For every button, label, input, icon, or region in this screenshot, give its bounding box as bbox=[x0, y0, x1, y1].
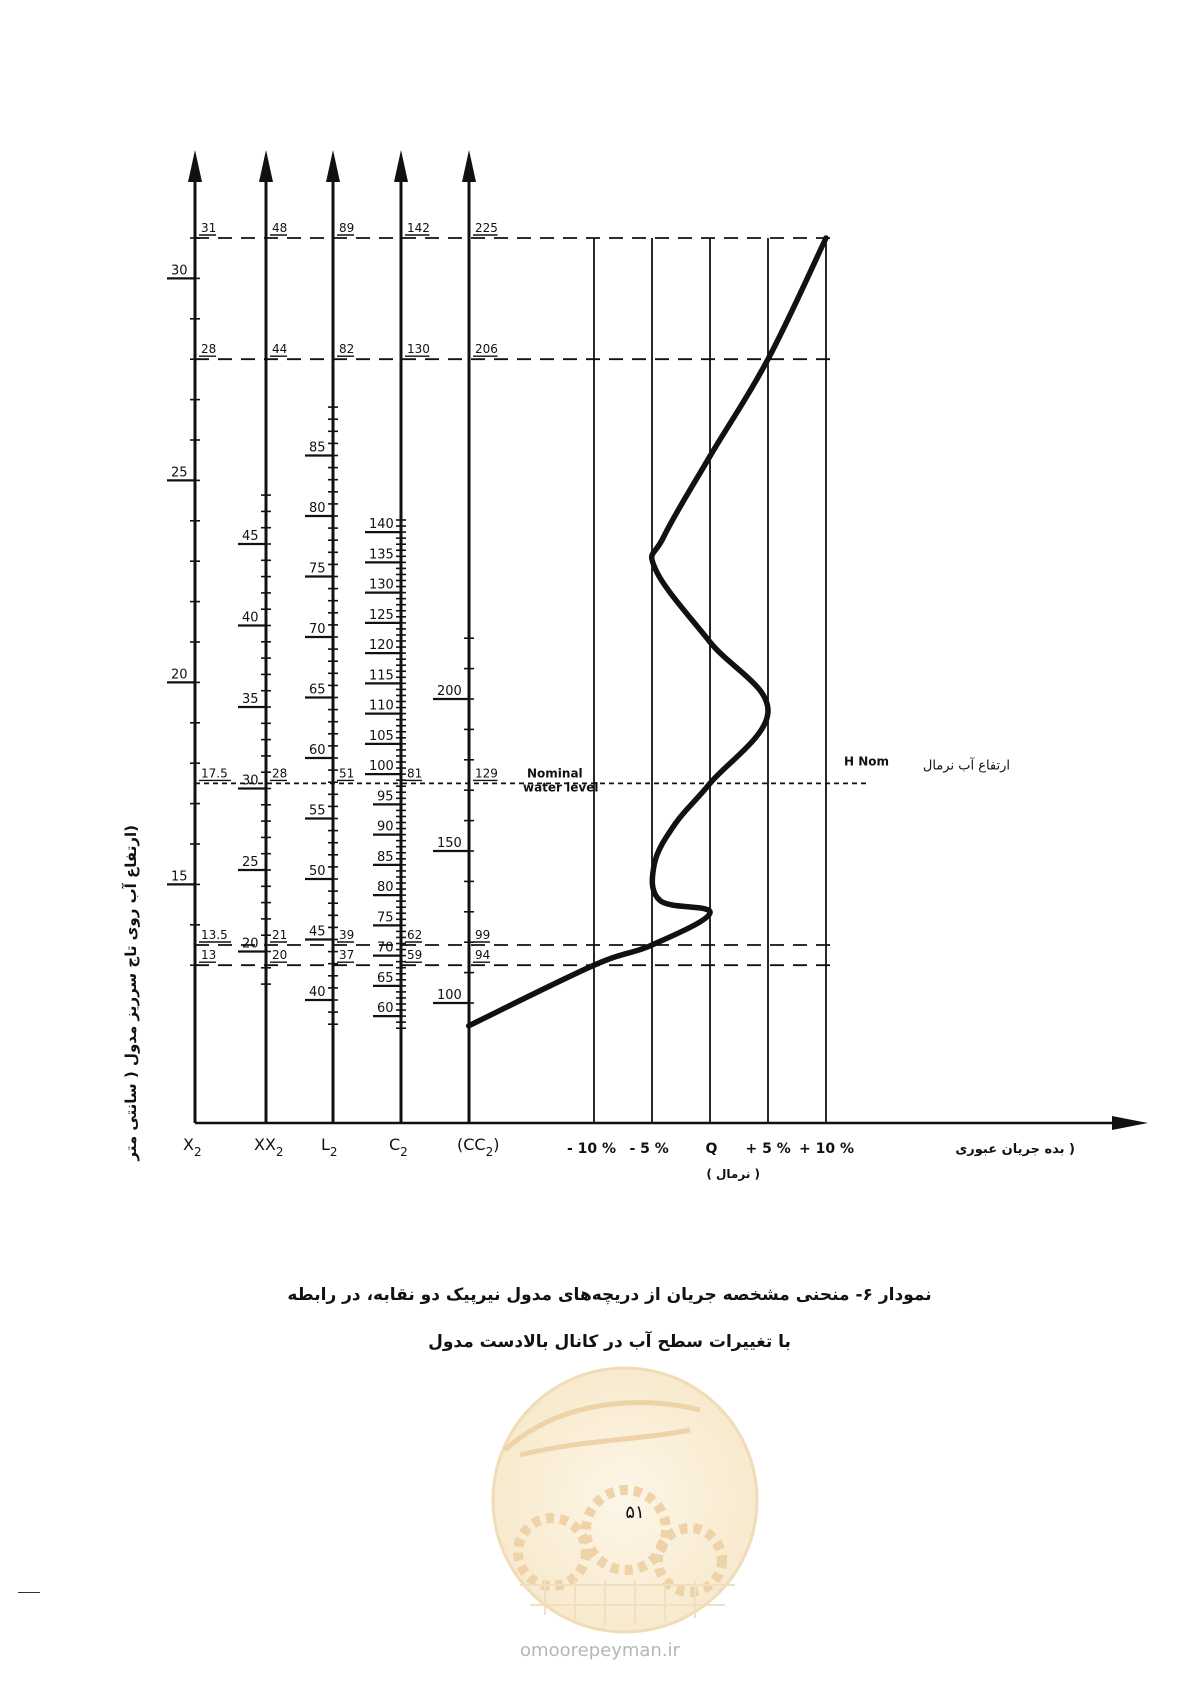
scale-tick-label: 115 bbox=[369, 668, 394, 684]
scale-name-l2: $L_2$ bbox=[321, 1135, 338, 1159]
x-axis-title: ( بده جریان عبوری bbox=[955, 1142, 1075, 1157]
reference-value-c2: 62 bbox=[407, 928, 423, 942]
scale-tick-label: 100 bbox=[437, 988, 462, 1003]
reference-value-c2: 130 bbox=[407, 342, 430, 357]
scale-tick-label: 75 bbox=[377, 910, 394, 926]
reference-value-xx2: 44 bbox=[272, 342, 288, 357]
h-nom-farsi-label: ارتفاع آب نرمال bbox=[922, 758, 1010, 774]
scale-tick-label: 45 bbox=[242, 529, 259, 544]
scale-tick-label: 135 bbox=[369, 547, 394, 563]
scale-tick-label: 150 bbox=[437, 836, 462, 851]
characteristic-curve bbox=[469, 238, 826, 1026]
reference-value-xx2: 21 bbox=[272, 928, 288, 942]
scale-tick-label: 100 bbox=[369, 759, 394, 775]
reference-value-x2: 28 bbox=[201, 342, 217, 357]
arrow-up-icon bbox=[462, 150, 476, 182]
scale-tick-label: 75 bbox=[309, 561, 326, 577]
reference-value-cc2: 94 bbox=[475, 948, 491, 963]
scale-tick-label: 70 bbox=[309, 622, 326, 637]
page-number: ۵۱ bbox=[625, 1502, 645, 1523]
scale-tick-label: 40 bbox=[242, 610, 259, 626]
scale-tick-label: 125 bbox=[369, 607, 394, 623]
corner-mark bbox=[18, 1592, 40, 1593]
reference-value-x2: 31 bbox=[201, 221, 217, 235]
nominal-level-label: water level bbox=[523, 780, 599, 795]
scale-name-xx2: $XX_2$ bbox=[254, 1135, 284, 1159]
reference-value-c2: 59 bbox=[407, 948, 423, 963]
scale-tick-label: 35 bbox=[242, 692, 259, 707]
reference-value-l2: 89 bbox=[339, 221, 355, 235]
figure-caption-line-1: نمودار ۶- منحنی مشخصه جریان از دریچه‌های مدول نیرپیک دو نقابه، در رابطه bbox=[287, 1285, 932, 1305]
x-tick-label: Q bbox=[705, 1141, 718, 1157]
scale-tick-label: 70 bbox=[377, 940, 394, 956]
reference-value-cc2: 129 bbox=[475, 766, 498, 781]
scale-name-x2: $X_2$ bbox=[183, 1135, 202, 1159]
scale-tick-label: 140 bbox=[369, 517, 394, 533]
y-axis-title: (ارتفاع آب روی تاج سرریز مدول ( سانتی متر bbox=[122, 825, 140, 1161]
scale-tick-label: 130 bbox=[369, 577, 394, 593]
scale-tick-label: 60 bbox=[309, 743, 326, 758]
scale-tick-label: 20 bbox=[171, 667, 188, 683]
reference-value-l2: 51 bbox=[339, 766, 355, 781]
scale-tick-label: 120 bbox=[369, 638, 394, 654]
scale-tick-label: 80 bbox=[377, 880, 394, 896]
reference-value-cc2: 225 bbox=[475, 221, 498, 235]
arrow-up-icon bbox=[394, 150, 408, 182]
reference-value-x2: 13 bbox=[201, 948, 217, 963]
reference-value-x2: 17.5 bbox=[201, 766, 228, 781]
figure-caption-line-2: با تغییرات سطح آب در کانال بالادست مدول bbox=[428, 1332, 791, 1352]
x-axis-subtitle: ( نرمال ) bbox=[706, 1167, 760, 1181]
reference-value-x2: 13.5 bbox=[201, 928, 228, 942]
x-tick-label: + 5 % bbox=[745, 1141, 791, 1157]
scale-tick-label: 200 bbox=[437, 684, 462, 699]
watermark-logo bbox=[493, 1368, 757, 1632]
scale-tick-label: 95 bbox=[377, 789, 394, 805]
x-tick-label: + 10 % bbox=[799, 1141, 854, 1157]
reference-value-cc2: 99 bbox=[475, 928, 491, 942]
scale-tick-label: 80 bbox=[309, 501, 326, 516]
scale-tick-label: 30 bbox=[242, 773, 259, 789]
scale-tick-label: 85 bbox=[377, 849, 394, 865]
reference-value-l2: 82 bbox=[339, 342, 355, 357]
reference-value-l2: 39 bbox=[339, 928, 355, 942]
scale-tick-label: 45 bbox=[309, 924, 326, 940]
reference-value-xx2: 20 bbox=[272, 948, 288, 963]
arrow-up-icon bbox=[188, 150, 202, 182]
nominal-level-label: Nominal bbox=[527, 766, 583, 781]
scale-tick-label: 60 bbox=[377, 1001, 394, 1017]
scale-tick-label: 40 bbox=[309, 985, 326, 1000]
scale-tick-label: 85 bbox=[309, 440, 326, 456]
reference-value-xx2: 28 bbox=[272, 766, 288, 781]
scale-tick-label: 15 bbox=[171, 869, 188, 885]
scale-tick-label: 25 bbox=[171, 465, 188, 481]
reference-value-cc2: 206 bbox=[475, 342, 498, 357]
scale-tick-label: 105 bbox=[369, 728, 394, 744]
scale-name-cc2: $(CC_2)$ bbox=[457, 1135, 500, 1159]
x-tick-label: - 5 % bbox=[629, 1141, 669, 1157]
arrow-right-icon bbox=[1112, 1116, 1148, 1130]
x-tick-label: - 10 % bbox=[567, 1141, 617, 1157]
scale-tick-label: 90 bbox=[377, 819, 394, 835]
scale-tick-label: 30 bbox=[171, 263, 188, 279]
scale-tick-label: 110 bbox=[369, 698, 394, 714]
reference-value-xx2: 48 bbox=[272, 221, 288, 235]
scale-tick-label: 65 bbox=[309, 682, 326, 698]
scale-tick-label: 50 bbox=[309, 864, 326, 879]
scale-tick-label: 55 bbox=[309, 803, 326, 819]
h-nom-label: H Nom bbox=[844, 754, 890, 769]
reference-value-c2: 81 bbox=[407, 766, 423, 781]
scale-tick-label: 20 bbox=[242, 936, 259, 952]
scale-name-c2: $C_2$ bbox=[389, 1135, 408, 1159]
scale-tick-label: 25 bbox=[242, 855, 259, 870]
scale-tick-label: 65 bbox=[377, 970, 394, 986]
reference-value-c2: 142 bbox=[407, 221, 430, 235]
watermark-url: omoorepeyman.ir bbox=[520, 1640, 680, 1661]
arrow-up-icon bbox=[259, 150, 273, 182]
reference-value-l2: 37 bbox=[339, 948, 355, 963]
arrow-up-icon bbox=[326, 150, 340, 182]
